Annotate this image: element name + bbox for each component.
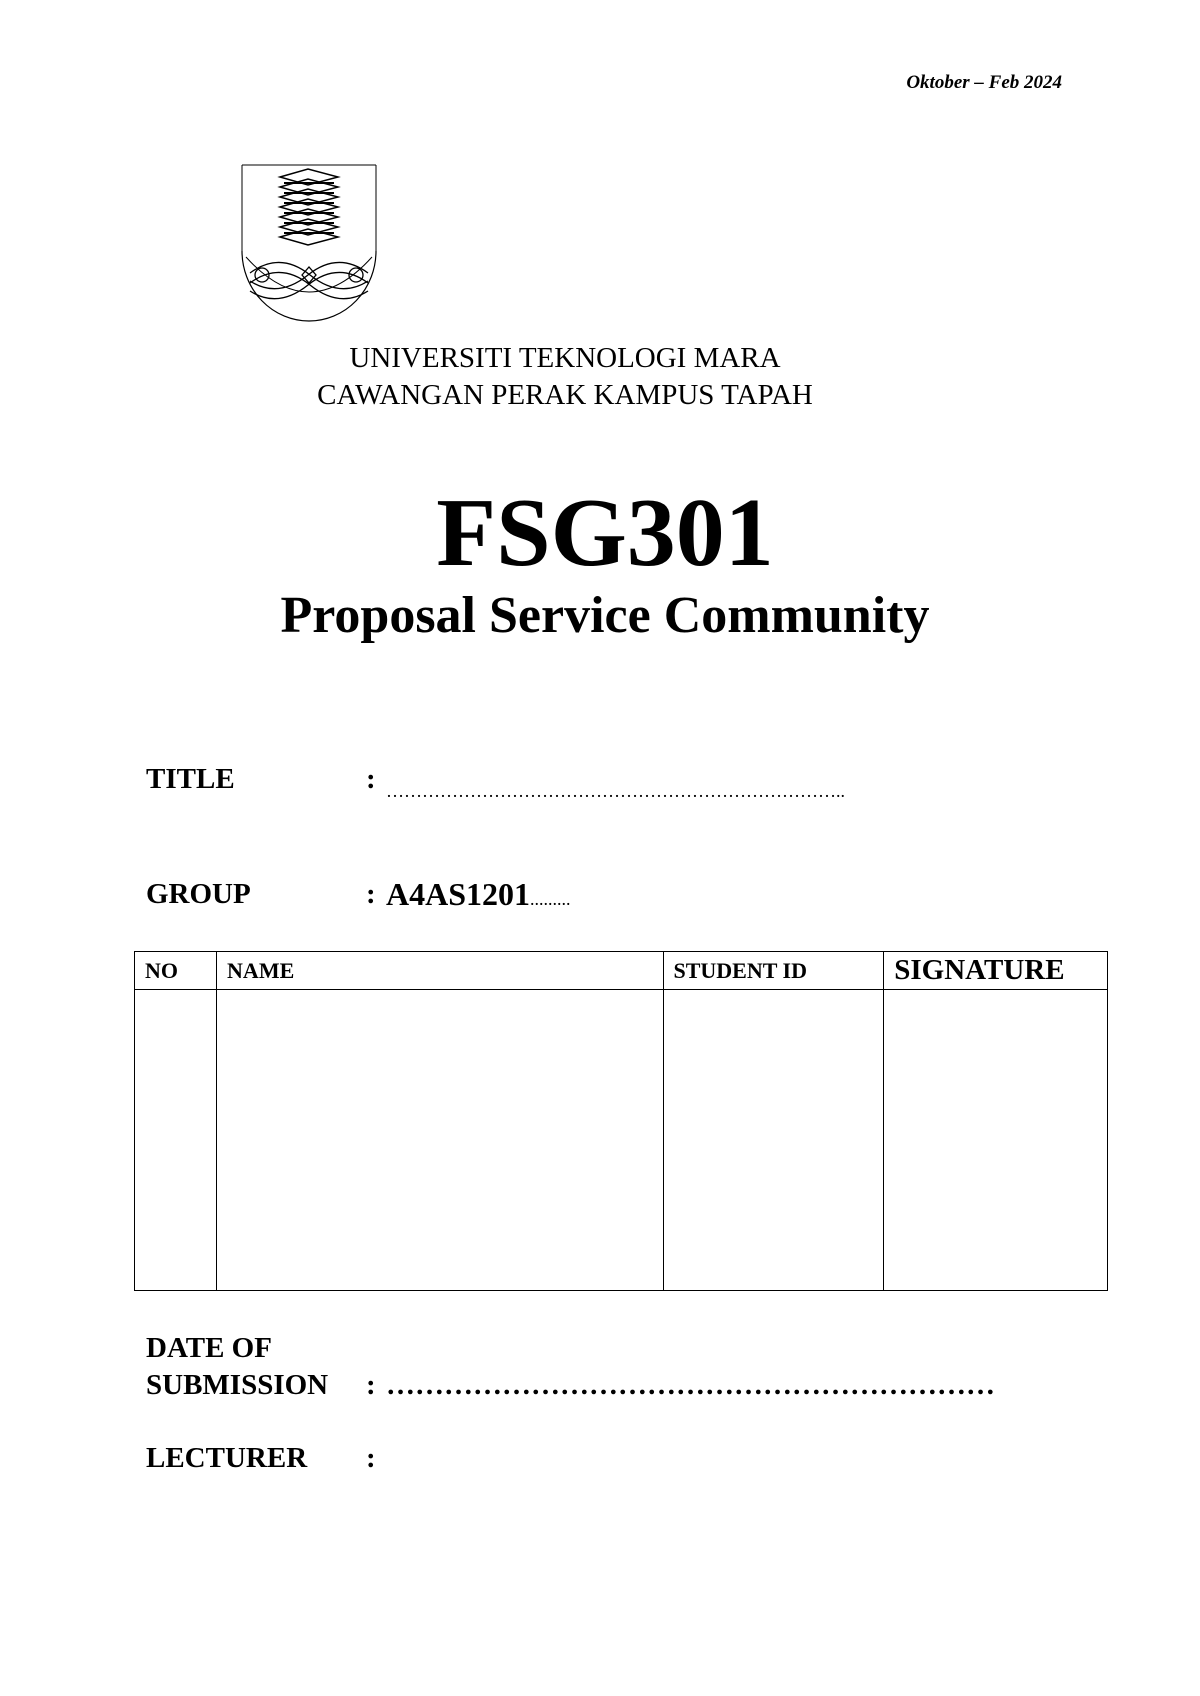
members-table bbox=[134, 951, 1108, 1291]
date-label-line2: SUBMISSION bbox=[146, 1369, 329, 1401]
course-code: FSG301 bbox=[436, 479, 774, 587]
lecturer-colon: : bbox=[366, 1442, 376, 1474]
lecturer-label: LECTURER bbox=[146, 1442, 308, 1474]
header-no: NO bbox=[135, 952, 217, 990]
group-label: GROUP bbox=[146, 878, 251, 910]
cell-no[interactable] bbox=[135, 990, 217, 1291]
table-row bbox=[135, 990, 1108, 1291]
group-colon: : bbox=[366, 878, 376, 910]
date-value[interactable]: ……………………………………………………… bbox=[386, 1369, 995, 1401]
title-value[interactable] bbox=[386, 772, 845, 805]
group-code: A4AS1201 bbox=[386, 876, 531, 912]
cell-name[interactable] bbox=[217, 990, 663, 1291]
header-signature bbox=[884, 952, 1108, 990]
course-name: Proposal Service Community bbox=[280, 587, 930, 644]
header-name: NAME bbox=[217, 952, 663, 990]
group-dotted-line: ......... bbox=[530, 889, 571, 909]
university-crest-logo bbox=[240, 163, 378, 328]
date-colon: : bbox=[366, 1369, 376, 1401]
header-student-id: STUDENT ID bbox=[663, 952, 884, 990]
cell-signature[interactable] bbox=[884, 990, 1108, 1291]
table-header-row bbox=[135, 952, 1108, 990]
cell-student-id[interactable] bbox=[663, 990, 884, 1291]
header-signature-label: SIGNATURE bbox=[894, 954, 1065, 986]
session-date: Oktober – Feb 2024 bbox=[906, 72, 1062, 93]
university-name-block bbox=[0, 340, 1130, 414]
title-dotted-line: ………………………………………………………………….. bbox=[386, 781, 845, 801]
title-colon: : bbox=[366, 763, 376, 795]
date-label-line1: DATE OF bbox=[146, 1332, 272, 1364]
group-value[interactable] bbox=[386, 876, 571, 913]
date-of-submission-label bbox=[146, 1330, 328, 1404]
university-name: UNIVERSITI TEKNOLOGI MARA bbox=[349, 342, 781, 374]
title-label: TITLE bbox=[146, 763, 235, 795]
campus-name: CAWANGAN PERAK KAMPUS TAPAH bbox=[317, 379, 813, 411]
